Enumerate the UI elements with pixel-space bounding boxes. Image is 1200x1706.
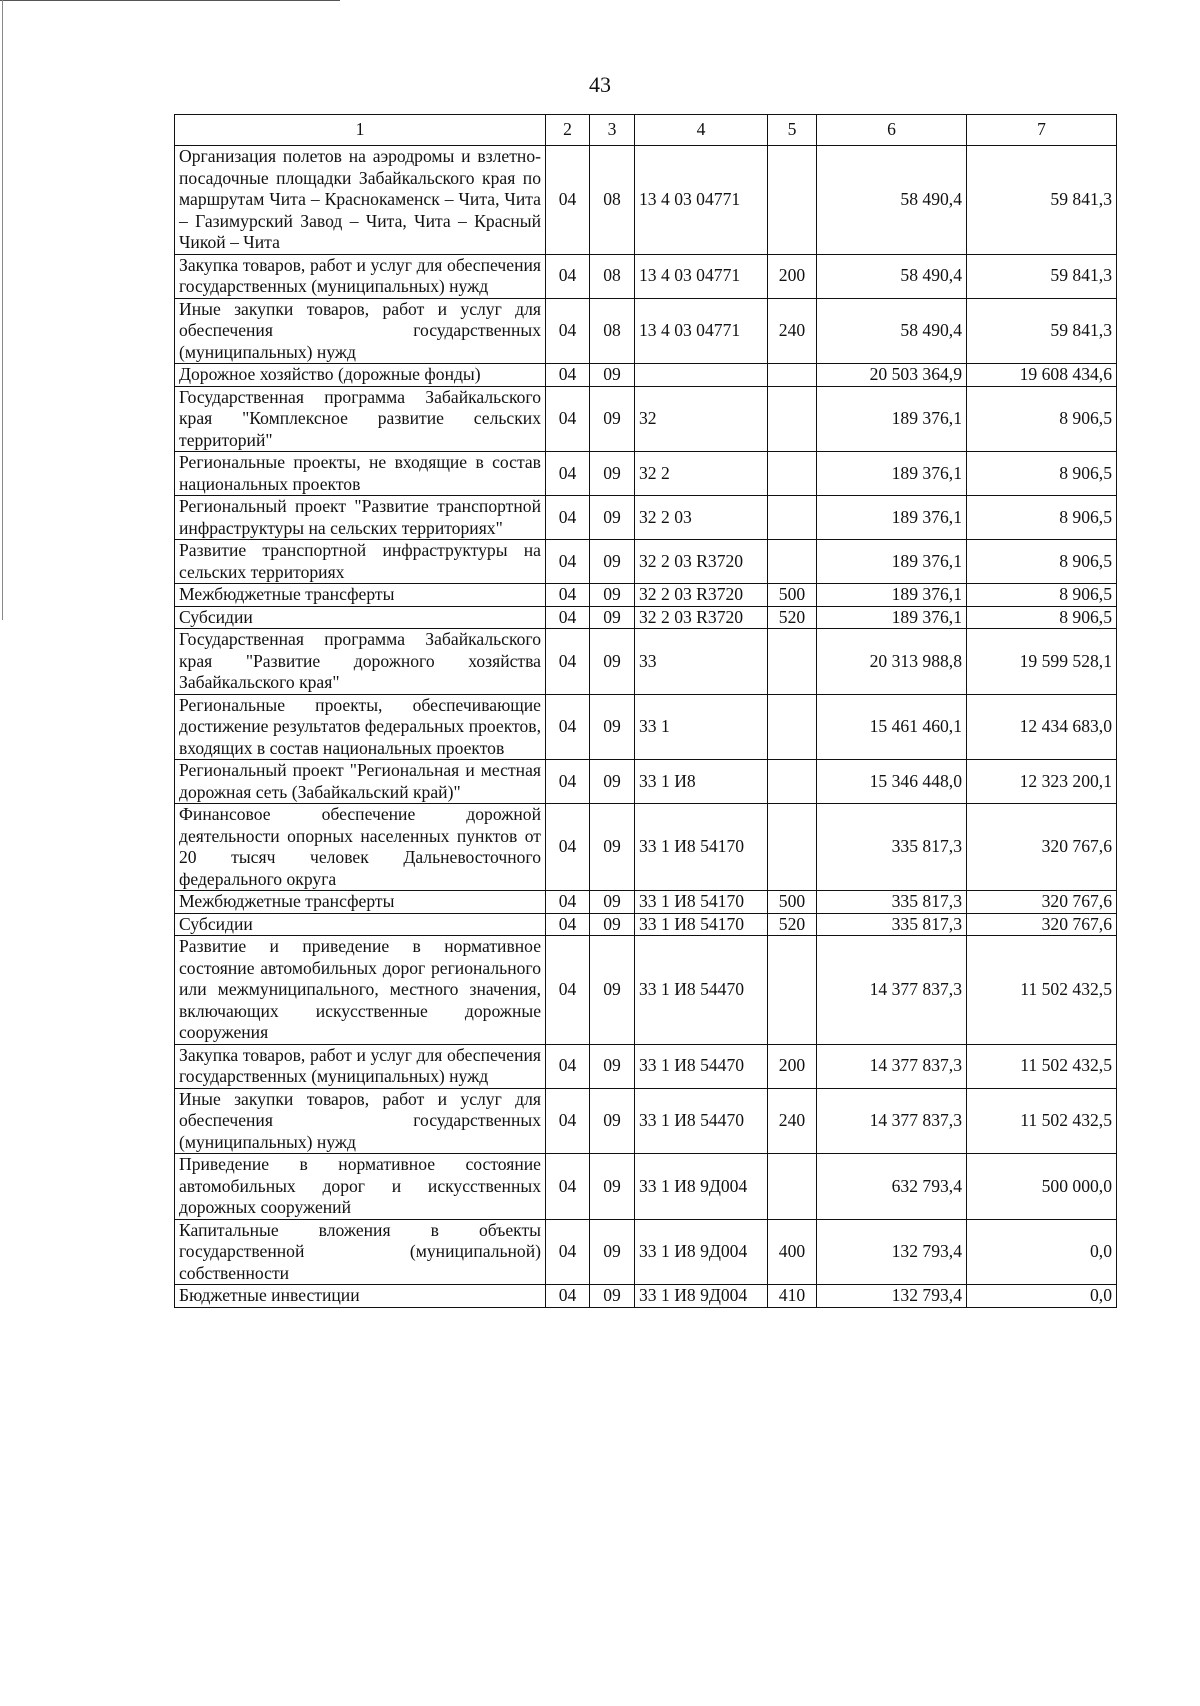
expense-type-cell: 200 <box>768 1044 817 1088</box>
section-code-cell: 04 <box>546 694 590 760</box>
amount-year2-cell: 320 767,6 <box>967 891 1117 914</box>
table-row <box>175 804 1117 891</box>
row-name-cell: Региональные проекты, обеспечивающие достижение результатов федеральных проектов, входящих в состав национальных проектов <box>175 694 546 760</box>
target-article-cell: 33 1 И8 54470 <box>635 1044 768 1088</box>
section-code-cell: 04 <box>546 760 590 804</box>
expense-type-cell: 520 <box>768 913 817 936</box>
table-row <box>175 452 1117 496</box>
amount-year2-cell: 0,0 <box>967 1285 1117 1308</box>
amount-year2-cell: 59 841,3 <box>967 254 1117 298</box>
section-code-cell: 04 <box>546 891 590 914</box>
table-body <box>175 146 1117 1308</box>
amount-year1-cell: 335 817,3 <box>817 804 967 891</box>
target-article-cell: 33 <box>635 629 768 695</box>
column-header: 3 <box>590 115 635 146</box>
section-code-cell: 04 <box>546 1088 590 1154</box>
section-code-cell: 04 <box>546 386 590 452</box>
subsection-code-cell: 09 <box>590 804 635 891</box>
table-row <box>175 1285 1117 1308</box>
row-name-cell: Закупка товаров, работ и услуг для обеспечения государственных (муниципальных) нужд <box>175 254 546 298</box>
target-article-cell: 33 1 И8 54470 <box>635 1088 768 1154</box>
table-row <box>175 629 1117 695</box>
expense-type-cell <box>768 386 817 452</box>
table-row <box>175 913 1117 936</box>
subsection-code-cell: 09 <box>590 540 635 584</box>
target-article-cell: 32 <box>635 386 768 452</box>
column-header: 7 <box>967 115 1117 146</box>
amount-year1-cell: 189 376,1 <box>817 584 967 607</box>
subsection-code-cell: 09 <box>590 913 635 936</box>
subsection-code-cell: 09 <box>590 496 635 540</box>
table-row <box>175 1154 1117 1220</box>
target-article-cell: 33 1 И8 <box>635 760 768 804</box>
row-name-cell: Организация полетов на аэродромы и взлетно-посадочные площадки Забайкальского края по маршрутам Чита – Краснокаменск – Чита, Чита – Газимурский Завод – Чита, Чита – Красный Чикой – Чита <box>175 146 546 255</box>
table-row <box>175 540 1117 584</box>
expense-type-cell <box>768 146 817 255</box>
amount-year1-cell: 20 503 364,9 <box>817 364 967 387</box>
section-code-cell: 04 <box>546 1044 590 1088</box>
subsection-code-cell: 09 <box>590 694 635 760</box>
subsection-code-cell: 09 <box>590 891 635 914</box>
target-article-cell: 33 1 И8 54170 <box>635 891 768 914</box>
row-name-cell: Государственная программа Забайкальского края "Развитие дорожного хозяйства Забайкальского края" <box>175 629 546 695</box>
table-row <box>175 254 1117 298</box>
amount-year2-cell: 59 841,3 <box>967 298 1117 364</box>
budget-table <box>174 114 1117 1308</box>
section-code-cell: 04 <box>546 936 590 1045</box>
amount-year2-cell: 19 599 528,1 <box>967 629 1117 695</box>
section-code-cell: 04 <box>546 496 590 540</box>
amount-year2-cell: 12 323 200,1 <box>967 760 1117 804</box>
amount-year1-cell: 132 793,4 <box>817 1285 967 1308</box>
column-header: 5 <box>768 115 817 146</box>
section-code-cell: 04 <box>546 146 590 255</box>
subsection-code-cell: 09 <box>590 584 635 607</box>
subsection-code-cell: 09 <box>590 364 635 387</box>
amount-year1-cell: 189 376,1 <box>817 496 967 540</box>
row-name-cell: Межбюджетные трансферты <box>175 891 546 914</box>
amount-year2-cell: 8 906,5 <box>967 386 1117 452</box>
section-code-cell: 04 <box>546 452 590 496</box>
subsection-code-cell: 09 <box>590 1154 635 1220</box>
row-name-cell: Дорожное хозяйство (дорожные фонды) <box>175 364 546 387</box>
row-name-cell: Субсидии <box>175 913 546 936</box>
section-code-cell: 04 <box>546 540 590 584</box>
row-name-cell: Государственная программа Забайкальского края "Комплексное развитие сельских территорий" <box>175 386 546 452</box>
expense-type-cell: 500 <box>768 891 817 914</box>
row-name-cell: Приведение в нормативное состояние автомобильных дорог и искусственных дорожных сооружений <box>175 1154 546 1220</box>
amount-year2-cell: 8 906,5 <box>967 452 1117 496</box>
amount-year2-cell: 59 841,3 <box>967 146 1117 255</box>
amount-year1-cell: 189 376,1 <box>817 386 967 452</box>
amount-year1-cell: 14 377 837,3 <box>817 1088 967 1154</box>
subsection-code-cell: 09 <box>590 386 635 452</box>
subsection-code-cell: 09 <box>590 1088 635 1154</box>
amount-year2-cell: 19 608 434,6 <box>967 364 1117 387</box>
expense-type-cell <box>768 804 817 891</box>
table-row <box>175 760 1117 804</box>
section-code-cell: 04 <box>546 1285 590 1308</box>
section-code-cell: 04 <box>546 1219 590 1285</box>
amount-year1-cell: 632 793,4 <box>817 1154 967 1220</box>
table-row <box>175 694 1117 760</box>
target-article-cell: 13 4 03 04771 <box>635 298 768 364</box>
amount-year2-cell: 8 906,5 <box>967 540 1117 584</box>
column-header: 2 <box>546 115 590 146</box>
amount-year2-cell: 320 767,6 <box>967 804 1117 891</box>
row-name-cell: Межбюджетные трансферты <box>175 584 546 607</box>
subsection-code-cell: 09 <box>590 936 635 1045</box>
section-code-cell: 04 <box>546 584 590 607</box>
target-article-cell: 33 1 И8 54170 <box>635 913 768 936</box>
table-row <box>175 1044 1117 1088</box>
amount-year1-cell: 189 376,1 <box>817 606 967 629</box>
target-article-cell: 13 4 03 04771 <box>635 146 768 255</box>
target-article-cell: 33 1 И8 9Д004 <box>635 1219 768 1285</box>
amount-year1-cell: 58 490,4 <box>817 298 967 364</box>
subsection-code-cell: 09 <box>590 1285 635 1308</box>
section-code-cell: 04 <box>546 629 590 695</box>
expense-type-cell <box>768 629 817 695</box>
amount-year1-cell: 15 346 448,0 <box>817 760 967 804</box>
table-header-row <box>175 115 1117 146</box>
target-article-cell: 33 1 И8 54170 <box>635 804 768 891</box>
table-row <box>175 146 1117 255</box>
table-row <box>175 891 1117 914</box>
amount-year1-cell: 14 377 837,3 <box>817 936 967 1045</box>
row-name-cell: Финансовое обеспечение дорожной деятельности опорных населенных пунктов от 20 тысяч человек Дальневосточного федерального округа <box>175 804 546 891</box>
amount-year2-cell: 8 906,5 <box>967 584 1117 607</box>
scan-edge-line <box>0 0 340 1</box>
subsection-code-cell: 08 <box>590 254 635 298</box>
expense-type-cell <box>768 452 817 496</box>
row-name-cell: Капитальные вложения в объекты государственной (муниципальной) собственности <box>175 1219 546 1285</box>
target-article-cell: 32 2 03 <box>635 496 768 540</box>
amount-year2-cell: 11 502 432,5 <box>967 1088 1117 1154</box>
subsection-code-cell: 09 <box>590 629 635 695</box>
amount-year1-cell: 189 376,1 <box>817 540 967 584</box>
amount-year2-cell: 320 767,6 <box>967 913 1117 936</box>
row-name-cell: Развитие транспортной инфраструктуры на сельских территориях <box>175 540 546 584</box>
table-row <box>175 1219 1117 1285</box>
table-row <box>175 298 1117 364</box>
amount-year1-cell: 58 490,4 <box>817 146 967 255</box>
subsection-code-cell: 09 <box>590 760 635 804</box>
column-header: 1 <box>175 115 546 146</box>
amount-year2-cell: 0,0 <box>967 1219 1117 1285</box>
amount-year1-cell: 14 377 837,3 <box>817 1044 967 1088</box>
target-article-cell: 33 1 И8 9Д004 <box>635 1285 768 1308</box>
target-article-cell: 32 2 03 R3720 <box>635 584 768 607</box>
target-article-cell: 13 4 03 04771 <box>635 254 768 298</box>
amount-year1-cell: 132 793,4 <box>817 1219 967 1285</box>
table-row <box>175 1088 1117 1154</box>
target-article-cell: 32 2 03 R3720 <box>635 540 768 584</box>
expense-type-cell <box>768 1154 817 1220</box>
row-name-cell: Региональный проект "Развитие транспортной инфраструктуры на сельских территориях" <box>175 496 546 540</box>
section-code-cell: 04 <box>546 1154 590 1220</box>
row-name-cell: Иные закупки товаров, работ и услуг для обеспечения государственных (муниципальных) нужд <box>175 1088 546 1154</box>
expense-type-cell: 520 <box>768 606 817 629</box>
table-row <box>175 584 1117 607</box>
amount-year2-cell: 500 000,0 <box>967 1154 1117 1220</box>
section-code-cell: 04 <box>546 804 590 891</box>
row-name-cell: Региональные проекты, не входящие в состав национальных проектов <box>175 452 546 496</box>
section-code-cell: 04 <box>546 364 590 387</box>
amount-year2-cell: 8 906,5 <box>967 606 1117 629</box>
row-name-cell: Бюджетные инвестиции <box>175 1285 546 1308</box>
expense-type-cell <box>768 364 817 387</box>
column-header: 6 <box>817 115 967 146</box>
row-name-cell: Развитие и приведение в нормативное состояние автомобильных дорог регионального или межмуниципального, местного значения, включающих искусственные дорожные сооружения <box>175 936 546 1045</box>
row-name-cell: Субсидии <box>175 606 546 629</box>
row-name-cell: Иные закупки товаров, работ и услуг для обеспечения государственных (муниципальных) нужд <box>175 298 546 364</box>
table-row <box>175 606 1117 629</box>
table-row <box>175 364 1117 387</box>
section-code-cell: 04 <box>546 913 590 936</box>
target-article-cell: 32 2 03 R3720 <box>635 606 768 629</box>
amount-year2-cell: 11 502 432,5 <box>967 936 1117 1045</box>
target-article-cell: 33 1 И8 9Д004 <box>635 1154 768 1220</box>
subsection-code-cell: 09 <box>590 1219 635 1285</box>
table-row <box>175 496 1117 540</box>
expense-type-cell: 200 <box>768 254 817 298</box>
amount-year1-cell: 189 376,1 <box>817 452 967 496</box>
expense-type-cell <box>768 496 817 540</box>
target-article-cell: 33 1 <box>635 694 768 760</box>
expense-type-cell <box>768 760 817 804</box>
amount-year2-cell: 12 434 683,0 <box>967 694 1117 760</box>
expense-type-cell: 410 <box>768 1285 817 1308</box>
section-code-cell: 04 <box>546 606 590 629</box>
expense-type-cell: 240 <box>768 298 817 364</box>
target-article-cell <box>635 364 768 387</box>
section-code-cell: 04 <box>546 298 590 364</box>
amount-year1-cell: 335 817,3 <box>817 891 967 914</box>
subsection-code-cell: 09 <box>590 1044 635 1088</box>
subsection-code-cell: 08 <box>590 146 635 255</box>
amount-year1-cell: 335 817,3 <box>817 913 967 936</box>
amount-year2-cell: 8 906,5 <box>967 496 1117 540</box>
row-name-cell: Закупка товаров, работ и услуг для обеспечения государственных (муниципальных) нужд <box>175 1044 546 1088</box>
expense-type-cell: 240 <box>768 1088 817 1154</box>
table-row <box>175 386 1117 452</box>
column-header: 4 <box>635 115 768 146</box>
expense-type-cell <box>768 936 817 1045</box>
subsection-code-cell: 09 <box>590 452 635 496</box>
expense-type-cell <box>768 540 817 584</box>
subsection-code-cell: 08 <box>590 298 635 364</box>
amount-year1-cell: 58 490,4 <box>817 254 967 298</box>
expense-type-cell: 500 <box>768 584 817 607</box>
expense-type-cell <box>768 694 817 760</box>
subsection-code-cell: 09 <box>590 606 635 629</box>
target-article-cell: 32 2 <box>635 452 768 496</box>
row-name-cell: Региональный проект "Региональная и местная дорожная сеть (Забайкальский край)" <box>175 760 546 804</box>
amount-year1-cell: 15 461 460,1 <box>817 694 967 760</box>
amount-year2-cell: 11 502 432,5 <box>967 1044 1117 1088</box>
amount-year1-cell: 20 313 988,8 <box>817 629 967 695</box>
table-row <box>175 936 1117 1045</box>
page-number: 43 <box>589 72 611 97</box>
expense-type-cell: 400 <box>768 1219 817 1285</box>
section-code-cell: 04 <box>546 254 590 298</box>
target-article-cell: 33 1 И8 54470 <box>635 936 768 1045</box>
